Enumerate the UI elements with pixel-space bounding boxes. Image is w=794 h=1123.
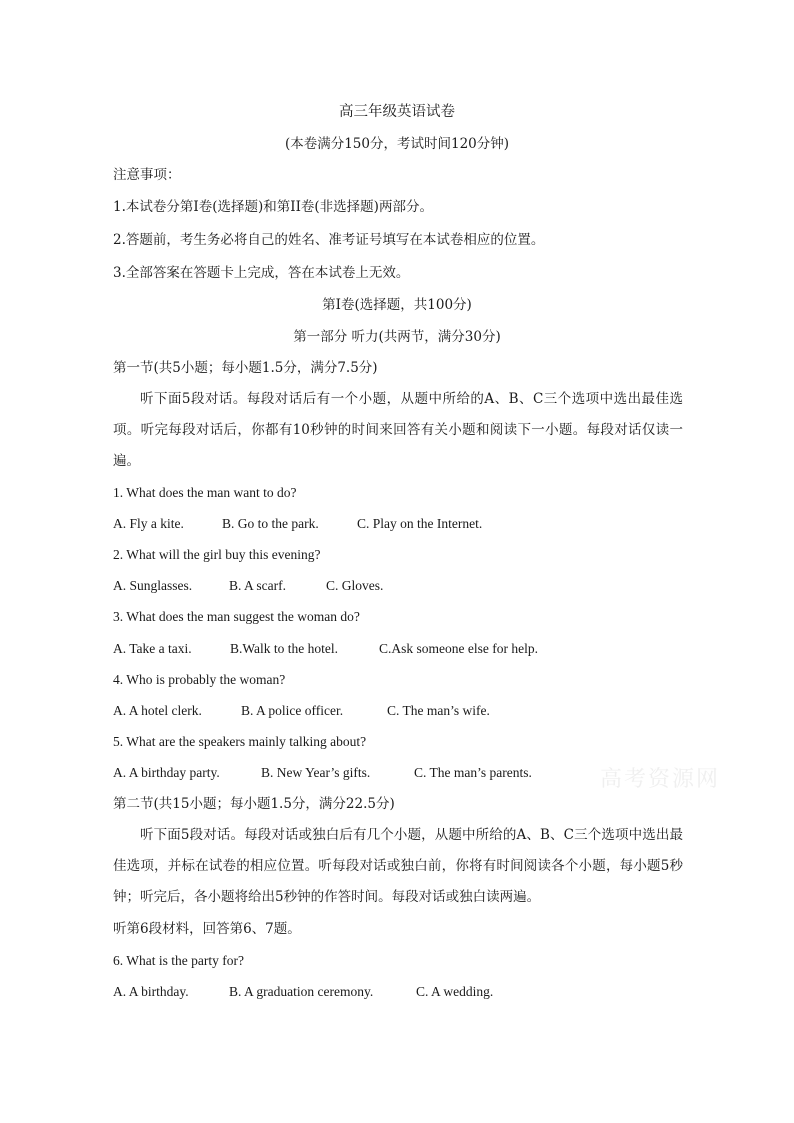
option-b: B. A police officer. [241, 703, 344, 718]
exam-subtitle: (本卷满分150分，考试时间120分钟) [284, 136, 510, 152]
option-c: C. Gloves. [326, 578, 384, 593]
note-item: 3.全部答案在答题卡上完成，答在本试卷上无效。 [113, 265, 410, 281]
question-text: 3. What does the man suggest the woman do? [113, 609, 360, 624]
option-b: B.Walk to the hotel. [230, 641, 339, 656]
note-item: 1.本试卷分第Ⅰ卷(选择题)和第II卷(非选择题)两部分。 [113, 199, 433, 215]
option-b: B. Go to the park. [222, 516, 319, 531]
option-c: C. The man’s parents. [414, 765, 532, 780]
question-text: 2. What will the girl buy this evening? [113, 547, 321, 562]
option-b: B. A scarf. [229, 578, 286, 593]
option-a: A. A birthday party. [113, 765, 220, 780]
exam-title: 高三年级英语试卷 [339, 104, 455, 120]
question-text: 6. What is the party for? [113, 953, 244, 968]
notes-heading: 注意事项： [113, 167, 181, 183]
volume-title: 第Ⅰ卷(选择题，共100分) [322, 297, 472, 313]
question-text: 1. What does the man want to do? [113, 485, 297, 500]
option-a: A. Take a taxi. [113, 641, 192, 656]
option-c: C. The man’s wife. [387, 703, 490, 718]
question-text: 4. Who is probably the woman? [113, 672, 286, 687]
section2-heading: 第二节(共15小题；每小题1.5分，满分22.5分) [113, 796, 395, 812]
section1-heading: 第一节(共5小题；每小题1.5分，满分7.5分) [113, 360, 378, 376]
note-item: 2.答题前，考生务必将自己的姓名、准考证号填写在本试卷相应的位置。 [113, 232, 545, 248]
section1-instruction: 听下面5段对话。每段对话后有一个小题，从题中所给的A、B、C三个选项中选出最佳选项。听完每段对话后，你都有10秒钟的时间来回答有关小题和阅读下一小题。每段对话仅读一遍。 [113, 391, 683, 469]
part-title: 第一部分 听力(共两节，满分30分) [293, 329, 501, 345]
option-c: C. A wedding. [416, 984, 494, 999]
watermark: 高考资源网 [600, 767, 721, 792]
option-a: A. A birthday. [113, 984, 189, 999]
option-c: C.Ask someone else for help. [379, 641, 538, 656]
option-a: A. A hotel clerk. [113, 703, 202, 718]
option-b: B. New Year’s gifts. [261, 765, 371, 780]
material-note: 听第6段材料，回答第6、7题。 [113, 921, 301, 937]
option-a: A. Fly a kite. [113, 516, 184, 531]
section2-instruction: 听下面5段对话。每段对话或独白后有几个小题，从题中所给的A、B、C三个选项中选出最佳选项，并标在试卷的相应位置。听每段对话或独白前，你将有时间阅读各个小题，每小题5秒钟；听完后，各小题将给出5秒钟的作答时间。每段对话或独白读两遍。 [113, 827, 683, 905]
option-c: C. Play on the Internet. [357, 516, 483, 531]
question-text: 5. What are the speakers mainly talking about? [113, 734, 367, 749]
option-a: A. Sunglasses. [113, 578, 193, 593]
option-b: B. A graduation ceremony. [229, 984, 374, 999]
